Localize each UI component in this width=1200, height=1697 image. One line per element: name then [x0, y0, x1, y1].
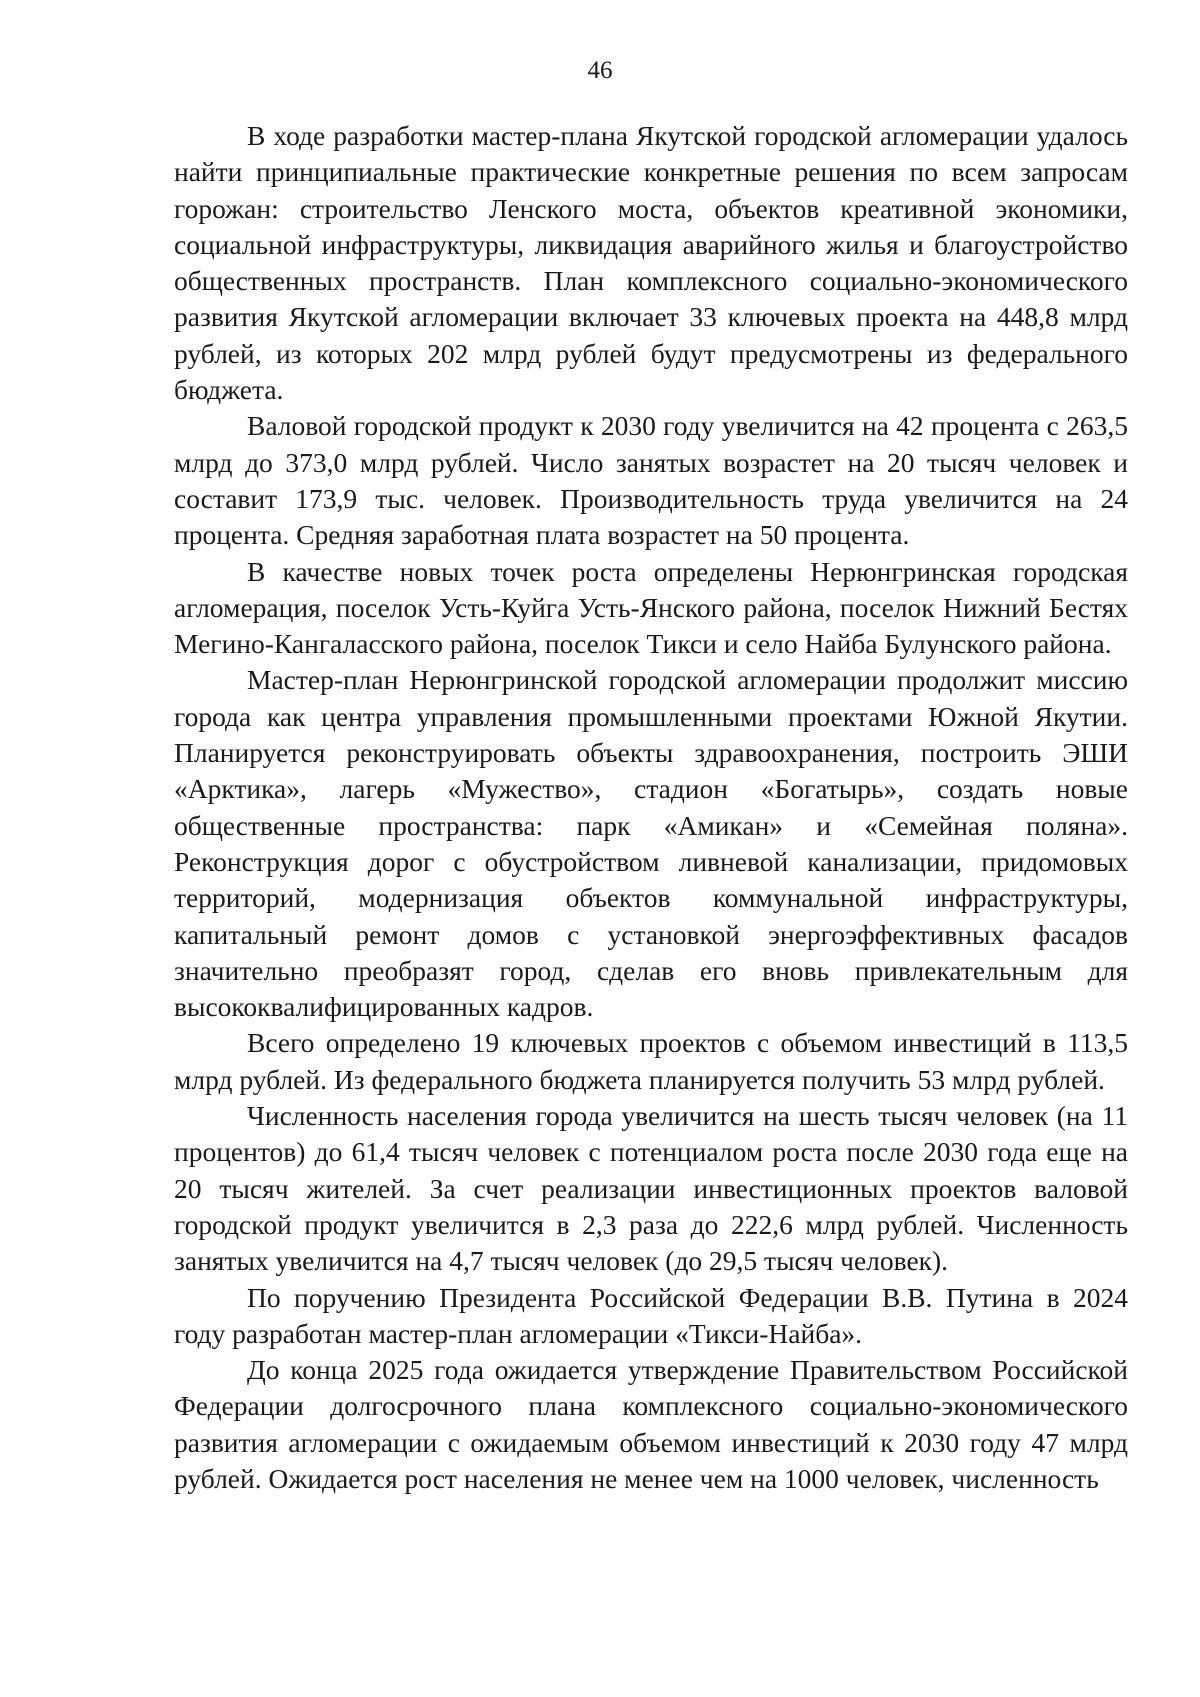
- document-body: [174, 118, 1128, 1497]
- paragraph: По поручению Президента Российской Федерации В.В. Путина в 2024 году разработан мастер-план агломерации «Тикси-Найба».: [174, 1281, 1128, 1349]
- paragraph: До конца 2025 года ожидается утверждение Правительством Российской Федерации долгосрочного плана комплексного социально-экономического развития агломерации с ожидаемым объемом инвестиций к 2030 году 47 млрд рублей. Ожидается рост населения не менее чем на 1000 человек, численность: [174, 1354, 1128, 1494]
- paragraph: Численность населения города увеличится на шесть тысяч человек (на 11 процентов) до 61,4 тысяч человек с потенциалом роста после 2030 года еще на 20 тысяч жителей. За счет реализации инвестиционных проектов валовой городской продукт увеличится в 2,3 раза до 222,6 млрд рублей. Численность занятых увеличится на 4,7 тысяч человек (до 29,5 тысяч человек).: [174, 1100, 1128, 1277]
- page-number: 46: [587, 57, 613, 84]
- paragraph: Мастер-план Нерюнгринской городской агломерации продолжит миссию города как центра управления промышленными проектами Южной Якутии. Планируется реконструировать объекты здравоохранения, построить ЭШИ «Арктика», лагерь «Мужество», стадион «Богатырь», создать новые общественные пространства: парк «Амикан» и «Семейная поляна». Реконструкция дорог с обустройством ливневой канализации, придомовых территорий, модернизация объектов коммунальной инфраструктуры, капитальный ремонт домов с установкой энергоэффективных фасадов значительно преобразят город, сделав его вновь привлекательным для высококвалифицированных кадров.: [174, 664, 1128, 1023]
- paragraph: Всего определено 19 ключевых проектов с объемом инвестиций в 113,5 млрд рублей. Из федерального бюджета планируется получить 53 млрд рублей.: [174, 1027, 1128, 1095]
- paragraph: В качестве новых точек роста определены Нерюнгринская городская агломерация, поселок Усть-Куйга Усть-Янского района, поселок Нижний Бестях Мегино-Кангаласского района, поселок Тикси и село Найба Булунского района.: [174, 555, 1128, 660]
- paragraph: В ходе разработки мастер-плана Якутской городской агломерации удалось найти принципиальные практические конкретные решения по всем запросам горожан: строительство Ленского моста, объектов креативной экономики, социальной инфраструктуры, ликвидация аварийного жилья и благоустройство общественных пространств. План комплексного социально-экономического развития Якутской агломерации включает 33 ключевых проекта на 448,8 млрд рублей, из которых 202 млрд рублей будут предусмотрены из федерального бюджета.: [174, 120, 1128, 406]
- paragraph: Валовой городской продукт к 2030 году увеличится на 42 процента с 263,5 млрд до 373,0 млрд рублей. Число занятых возрастет на 20 тысяч человек и составит 173,9 тыс. человек. Производительность труда увеличится на 24 процента. Средняя заработная плата возрастет на 50 процента.: [174, 410, 1128, 551]
